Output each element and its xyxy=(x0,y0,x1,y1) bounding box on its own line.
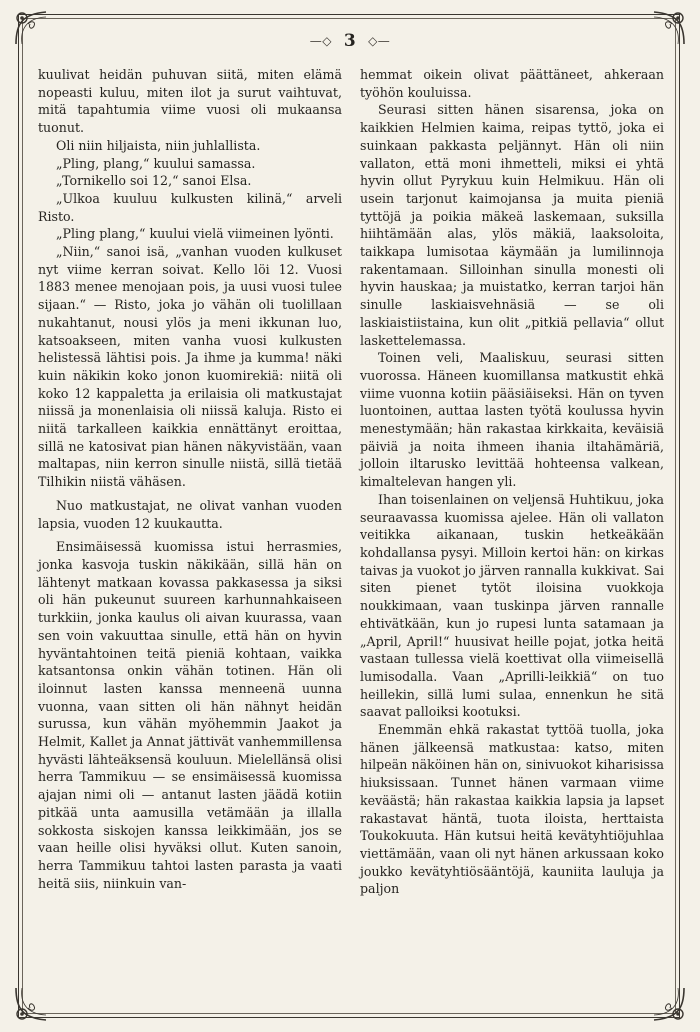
paragraph: „Pling plang,“ kuului vielä viimeinen lyönti. xyxy=(56,226,334,242)
corner-ornament-bottom-left xyxy=(8,984,52,1028)
paragraph: „Tornikello soi 12,“ sanoi Elsa. xyxy=(56,173,252,189)
right-text-column xyxy=(360,66,664,898)
paragraph: Seurasi sitten hänen sisarensa, joka on kaikkien Helmien kaima, reipas tyttö, joka ei suinkaan pakkasta peljännyt. Hän oli niin vallaton, että moni ihmetteli, miksi ei yhtä hyvin ollut Pyrykuu kuin Helmikuu. Hän oli usein tarjonut kaimojansa ja muita pieniä tyttöjä ja poikia mäkeä laskemaan, suksilla hiihtämään alas, ylös mäkiä, laaksoloita, taikkapa lumisotaa käymään ja lumilinnoja rakentamaan. Silloinhan sinulla monesti oli hyvin hauskaa; ja muistatko, kerran tarjoi hän sinulle laskiaisvehnäsiä — se oli laskiaistiistaina, kun olit „pitkiä pellavia“ ollut laskettelemassa. xyxy=(360,102,664,348)
paragraph: Ensimäisessä kuomissa istui herrasmies, jonka kasvoja tuskin näkikään, sillä hän on lähtenyt matkaan kovassa pakkasessa ja siksi oli hän pukeunut suureen karhunnahkaiseen turkkiin, jonka kaulus oli aivan kuurassa, vaan sen voin vakuuttaa sinulle, että hän on hyvin hyväntahtoinen teitä pieniä kohtaan, vaikka katsantonsa onkin vähän totinen. Hän oli iloinnut lasten kanssa menneenä uunna vuonna, vaan sitten oli hän nähnyt heidän surussa, kun vähän myöhemmin Jaakot ja Helmit, Kallet ja Annat jättivät vanhemmillensa hyvästi lähteäksensä kouluun. Mielellänsä olisi herra Tammikuu — se ensimäisessä kuomissa ajajan nimi oli — antanut lasten jäädä kotiin pitkää unta aamusilla vetämään ja illalla sokkosta siskojen kanssa leikkimään, jos se vaan heille olisi hyväksi ollut. Kuten sanoin, herra Tammikuu tahtoi lasten parasta ja vaati heitä siis, niinkuin van- xyxy=(38,539,342,891)
paragraph: Oli niin hiljaista, niin juhlallista. xyxy=(56,137,261,153)
paragraph: Enemmän ehkä rakastat tyttöä tuolla, joka hänen jälkeensä matkustaa: katso, miten hilpeän näköinen hän on, sinivuokot kiharisissa hiuksissaan. Tunnet hänen varmaan viime keväästä; hän rakastaa kaikkia lapsia ja lapset rakastavat häntä, tuota iloista, herttaista Toukokuuta. Hän kutsui heitä kevätyhtiöjuhlaa viettämään, vaan oli nyt hänen arkussaan koko joukko kevätyhtiösääntöjä, kauniita lauluja ja paljon xyxy=(360,722,664,897)
paragraph: „Ulkoa kuuluu kulkusten kilinä,“ arveli Risto. xyxy=(38,190,342,224)
corner-ornament-bottom-right xyxy=(648,984,692,1028)
paragraph: „Pling, plang,“ kuului samassa. xyxy=(56,155,256,171)
header-ornament-right: ◇— xyxy=(368,33,391,48)
paragraph: „Niin,“ sanoi isä, „vanhan vuoden kulkuset nyt viime kerran soivat. Kello löi 12. Vuosi 1883 menee menojaan pois, ja uusi vuosi tulee sijaan.“ — Risto, joka jo vähän oli tuolillaan nukahtanut, nousi ylös ja meni ikkunan luo, katsoakseen, miten vanha vuosi kulkusten helistessä lähtisi pois. Ja ihme ja kumma! näki kuin näkikin koko jonon kuomirekiä: niitä oli koko 12 kappaletta ja erilaisia oli matkustajat niissä ja monenlaisia oli niissä kaluja. Risto ei niitä tarkalleen kaikkia ennättänyt eroittaa, sillä ne katosivat pian hänen näkyvistään, vaan maltapas, niin kerron sinulle niistä, sillä tietää Tilhikin niistä vähäsen. xyxy=(38,244,342,490)
left-text-column xyxy=(38,66,342,892)
header-ornament-left: —◇ xyxy=(309,33,332,48)
page-number: 3 xyxy=(343,30,357,51)
paragraph: Ihan toisenlainen on veljensä Huhtikuu, joka seuraavassa kuomissa ajelee. Hän oli vallaton veitikka aikanaan, tuskin hetkeäkään kohdallansa pysyi. Milloin kertoi hän: on kirkas taivas ja vuokot jo järven rannalla kukkivat. Sai siten pienet tytöt iloisina vuokkoja noukkimaan, vaan tuskinpa järven rannalle ehtivätkään, kun jo rupesi lunta satamaan ja „April, April!“ huusivat heille pojat, jotka heitä vastaan tullessa vielä koettivat olla viimeisellä lumisodalla. Vaan „Aprilli-leikkiä“ on tuo heillekin, sillä lumi sulaa, ennenkun he sitä saavat palloiksi kootuksi. xyxy=(360,491,664,720)
page-header xyxy=(0,30,700,51)
paragraph: Nuo matkustajat, ne olivat vanhan vuoden lapsia, vuoden 12 kuukautta. xyxy=(38,497,342,531)
paragraph: kuulivat heidän puhuvan siitä, miten elämä nopeasti kuluu, miten ilot ja surut vaihtuvat, mitä tapahtumia viime vuosi oli mukaansa tuonut. xyxy=(38,67,342,136)
paragraph: Toinen veli, Maaliskuu, seurasi sitten vuorossa. Häneen kuomillansa matkustit ehkä viime vuonna kotiin pääsiäiseksi. Hän on tyven luontoinen, auttaa lasten työtä koulussa hyvin menestymään; hän rakastaa kirkkaita, keväisiä päiviä ja noita ihmeen ihania iltahämäriä, jolloin iltarusko levittää hohteensa valkean, kimaltelevan hangen yli. xyxy=(360,350,664,490)
paragraph: hemmat oikein olivat päättäneet, ahkeraan työhön kouluissa. xyxy=(360,67,664,100)
